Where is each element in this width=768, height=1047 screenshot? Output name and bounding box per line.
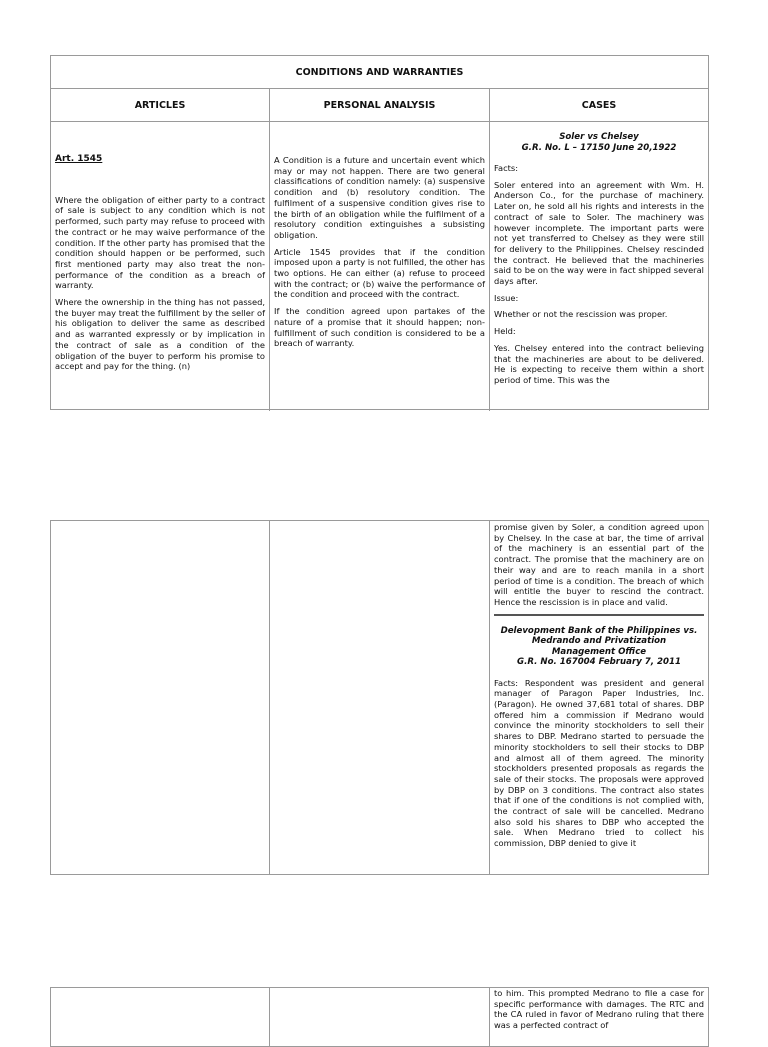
table-block-2 — [50, 520, 709, 875]
header-articles — [51, 89, 270, 121]
table-body-row — [51, 988, 708, 1046]
analysis-cell — [270, 521, 490, 874]
held-label: Held: — [494, 326, 516, 337]
analysis-paragraph: A Condition is a future and uncertain event which may or may not happen. There are two general classifications of condition namely: (a) suspensive condition and (b) resolutory condition. The fulfilment of a suspensive condition gives rise to the birth of an obligation while the fulfilment of a resolutory condition extinguishes a subsisting obligation. — [274, 155, 485, 240]
article-paragraph: Where the ownership in the thing has not passed, the buyer may treat the fulfillment by the seller of his obligation to deliver the same as described and as warranted expressly or by implication in the contract of sale as a condition of the obligation of the buyer to perform his promise to accept and pay for the thing. (n) — [55, 297, 265, 372]
case-facts: Facts: Respondent was president and general manager of Paragon Paper Industries, Inc. (Paragon). He owned 37,681 total of shares. DBP offered him a commission if Medrano would convince the minority stockholders to sell their shares to DBP. Medrano started to persuade the minority stockholders to sell their stocks to DBP and almost all of them agreed. The minority stockholders presented proposals as regards the sale of their stocks. The proposals were approved by DBP on 3 conditions. The contract also states that if one of the conditions is not complied with, the contract of sale will be cancelled. Medrano also sold his shares to DBP who accepted the sale. When Medrano tried to collect his commission, DBP denied to give it — [494, 677, 704, 849]
case-title — [494, 132, 704, 153]
cases-cell — [490, 122, 708, 411]
case-grno: G.R. No. 167004 February 7, 2011 — [517, 657, 681, 668]
case-name-line2: Management Office — [551, 646, 647, 657]
articles-cell — [51, 122, 270, 411]
analysis-cell — [270, 122, 490, 411]
articles-cell — [51, 988, 270, 1046]
analysis-paragraph: If the condition agreed upon partakes of the nature of a promise that it should happen; non-fulfillment of such condition is considered to be a breach of warranty. — [274, 306, 485, 349]
articles-cell — [51, 521, 270, 874]
table-body-row — [51, 521, 708, 874]
case-facts: to him. This prompted Medrano to file a case for specific performance with damages. The RTC and the CA ruled in favor of Medrano ruling that there was a perfected contract of — [494, 988, 704, 1031]
case-grno: G.R. No. L – 17150 June 20,1922 — [521, 142, 677, 153]
analysis-paragraph: Article 1545 provides that if the condition imposed upon a party is not fulfilled, the other has two options. He can either (a) refuse to proceed with the contract; or (b) waive the performance of the condition and proceed with the contract. — [274, 246, 485, 300]
case-held: Yes. Chelsey entered into the contract believing that the machineries are about to be delivered. He is expecting to receive them within a short period of time. This was the — [494, 342, 704, 385]
facts-label: Facts: — [494, 163, 519, 173]
case-divider — [494, 614, 704, 616]
table-block-3 — [50, 987, 709, 1047]
table-header-row — [51, 89, 708, 122]
case-name: Soler vs Chelsey — [559, 132, 639, 142]
table-title-text: CONDITIONS AND WARRANTIES — [295, 66, 464, 78]
header-articles-text: ARTICLES — [134, 99, 186, 111]
table-title — [51, 56, 708, 89]
article-paragraph: Where the obligation of either party to a contract of sale is subject to any condition which is not performed, such party may refuse to proceed with the contract or he may waive performance of the condition. If the other party has promised that the condition should happen or be performed, such first mentioned party may also treat the non-performance of the condition as a breach of warranty. — [55, 194, 265, 291]
case-held: promise given by Soler, a condition agreed upon by Chelsey. In the case at bar, the time of arrival of the machinery is an essential part of the contract. The promise that the machinery are on their way and are to reach manila in a short period of time is a condition. The breach of which will entitle the buyer to rescind the contract. Hence the rescission is in place and valid. — [494, 522, 704, 607]
article-heading: Art. 1545 — [55, 154, 103, 164]
analysis-cell — [270, 988, 490, 1046]
cases-cell — [490, 988, 708, 1046]
cases-cell — [490, 521, 708, 874]
issue-label: Issue: — [494, 292, 519, 303]
header-cases-text: CASES — [581, 99, 617, 111]
header-personal-analysis — [270, 89, 490, 121]
case-facts: Soler entered into an agreement with Wm. H. Anderson Co., for the purchase of machinery. Later on, he sold all his rights and interests in the contract of sale to Soler. The machinery was however incomplete. The important parts were not yet transferred to Chelsey as they were still for delivery to the Philippines. Chelsey rescinded the contract. He believed that the machineries said to be on the way were in fact shipped several days after. — [494, 179, 704, 287]
case-title — [494, 626, 704, 668]
case-name: Delevopment Bank of the Philippines vs. Medrando and Privatization — [500, 625, 698, 647]
table-body-row — [51, 122, 708, 411]
table-block-1 — [50, 55, 709, 410]
case-issue: Whether or not the rescission was proper. — [494, 309, 668, 320]
header-cases — [490, 89, 708, 121]
header-analysis-text: PERSONAL ANALYSIS — [323, 99, 436, 111]
